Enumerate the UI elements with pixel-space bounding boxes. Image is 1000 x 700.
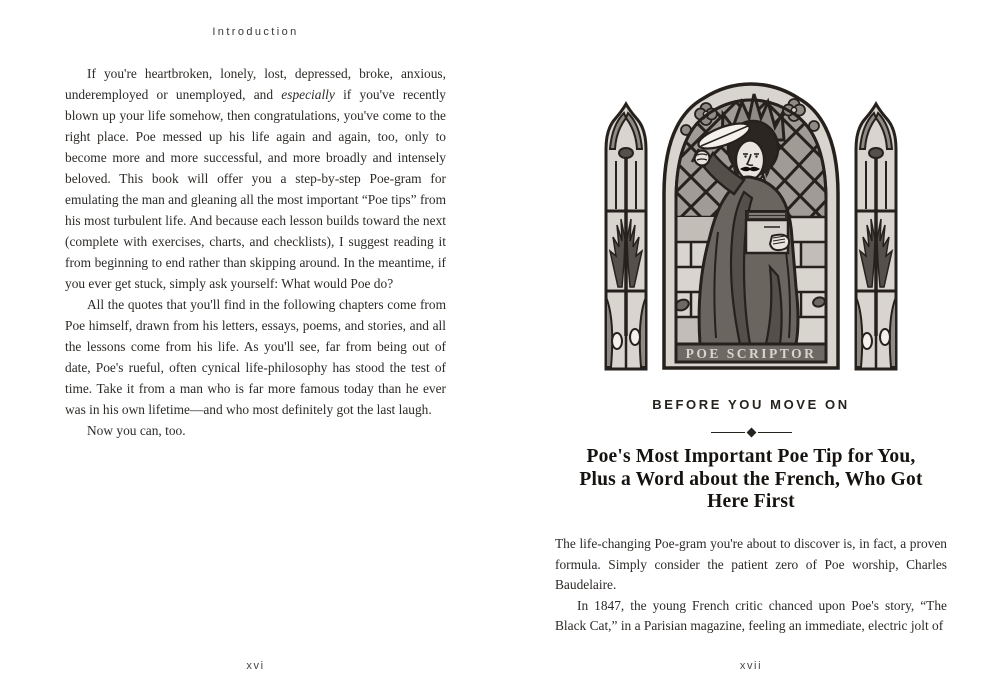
chapter-title xyxy=(555,446,947,514)
left-lancet-window xyxy=(606,104,646,369)
left-body-text xyxy=(65,63,446,441)
divider-line xyxy=(758,432,792,434)
right-body-text xyxy=(555,534,947,637)
banner xyxy=(676,344,826,362)
paragraph: All the quotes that you'll find in the following chapters come from Poe himself, drawn from his letters, essays, poems, and stories, and all the lessons come from his life. As you'll see, far from being out of date, Poe's rueful, often cynical life-philosophy has stood the test of time. Take it from a man who is far more famous today than he ever was in his own lifetime—and who most definitely got the last laugh. xyxy=(65,297,446,417)
poe-stained-glass-illustration xyxy=(595,72,907,376)
right-lancet-window xyxy=(856,104,896,369)
paragraph: Now you can, too. xyxy=(87,423,186,438)
paragraph: The life-changing Poe-gram you're about to discover is, in fact, a proven formula. Simply consider the patient zero of Poe worship, Charles Baudelaire. xyxy=(555,536,947,592)
diamond-ornament-icon xyxy=(746,428,756,438)
title-line: Here First xyxy=(707,491,795,512)
section-kicker: BEFORE YOU MOVE ON xyxy=(652,397,850,412)
running-head: Introduction xyxy=(212,26,299,38)
ornament-divider xyxy=(555,429,947,436)
paragraph: If you're heartbroken, lonely, lost, depressed, broke, anxious, underemployed or unemployed, and especially if you've recently blown up your life somehow, then congratulations, you've come to the right place. Poe messed up his life again and again, too, only to become more and more successful, and more broadly and intensely beloved. This book will offer you a step-by-step Poe-gram for emulating the man and gleaning all the most important “Poe tips” from his most turbulent life. And because each lesson builds toward the next (complete with exercises, charts, and checklists), I suggest reading it from beginning to end rather than skipping around. In the meantime, if you ever get stuck, simply ask yourself: What would Poe do? xyxy=(65,66,447,291)
book xyxy=(746,211,789,253)
title-line: Poe's Most Important Poe Tip for You, xyxy=(586,446,916,467)
left-page-number: xvi xyxy=(246,660,265,672)
divider-line xyxy=(711,432,745,434)
right-page-number: xvii xyxy=(739,660,763,672)
banner-text: POE SCRIPTOR xyxy=(685,346,817,361)
paragraph: In 1847, the young French critic chanced upon Poe's story, “The Black Cat,” in a Parisian magazine, feeling an immediate, electric jolt of xyxy=(555,597,947,633)
right-page xyxy=(500,0,1000,700)
title-line: Plus a Word about the French, Who Got xyxy=(579,468,923,490)
